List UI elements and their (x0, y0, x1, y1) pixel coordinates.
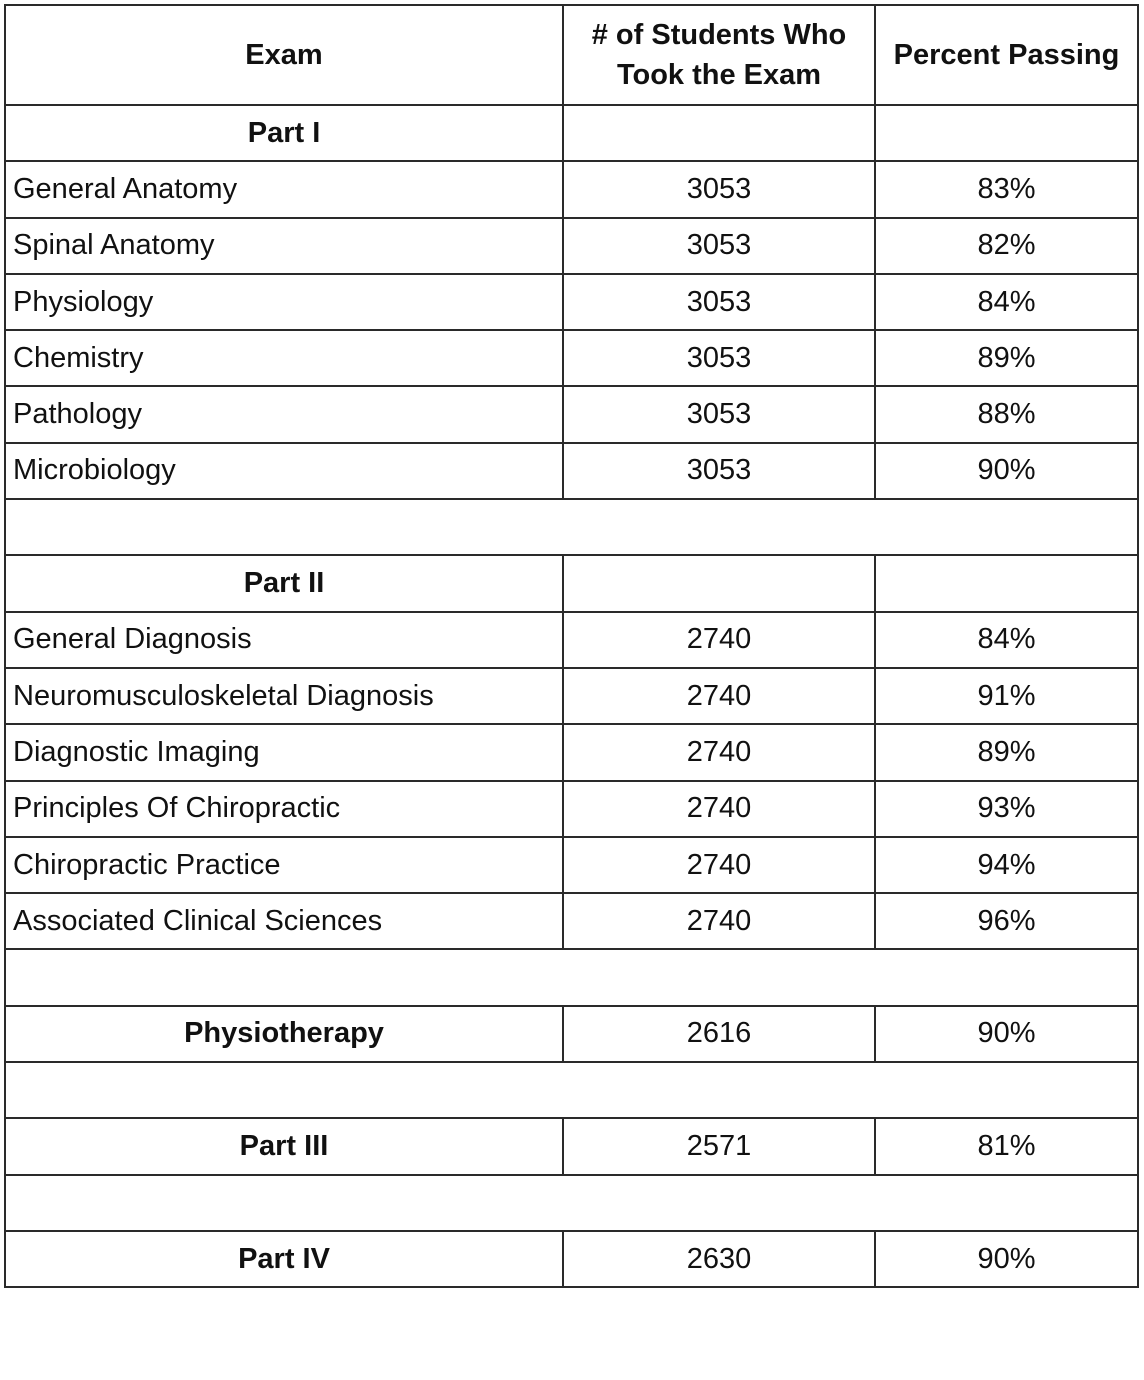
spacer-row (5, 1062, 1138, 1118)
table-row (5, 893, 1138, 949)
table-row (5, 443, 1138, 499)
percent-cell (875, 105, 1138, 161)
header-students-line1: # of Students Who (591, 19, 847, 51)
table-body (5, 105, 1138, 1287)
percent-cell: 93% (875, 781, 1138, 837)
spacer-row (5, 499, 1138, 555)
students-cell: 3053 (563, 443, 875, 499)
spacer-cell (5, 499, 1138, 555)
students-cell: 2740 (563, 612, 875, 668)
spacer-cell (5, 1062, 1138, 1118)
section-row (5, 105, 1138, 161)
students-cell: 3053 (563, 330, 875, 386)
exam-cell: Principles Of Chiropractic (5, 781, 563, 837)
section-row (5, 1118, 1138, 1174)
header-exam: Exam (5, 5, 563, 105)
students-cell: 2740 (563, 668, 875, 724)
spacer-row (5, 1175, 1138, 1231)
exam-cell: Part I (5, 105, 563, 161)
table-row (5, 612, 1138, 668)
students-cell: 3053 (563, 274, 875, 330)
exam-cell: Part IV (5, 1231, 563, 1287)
exam-cell: Spinal Anatomy (5, 218, 563, 274)
students-cell: 2740 (563, 893, 875, 949)
exam-cell: General Diagnosis (5, 612, 563, 668)
table-row (5, 837, 1138, 893)
section-row (5, 1006, 1138, 1062)
spacer-row (5, 949, 1138, 1005)
percent-cell: 81% (875, 1118, 1138, 1174)
table-row (5, 218, 1138, 274)
table-row (5, 386, 1138, 442)
exam-cell: Physiotherapy (5, 1006, 563, 1062)
percent-cell: 83% (875, 161, 1138, 217)
header-students-line2: Took the Exam (616, 59, 822, 91)
percent-cell: 90% (875, 1231, 1138, 1287)
percent-cell: 88% (875, 386, 1138, 442)
table-row (5, 330, 1138, 386)
students-cell: 3053 (563, 218, 875, 274)
header-row (5, 5, 1138, 105)
students-cell: 2740 (563, 781, 875, 837)
table-row (5, 274, 1138, 330)
exam-cell: General Anatomy (5, 161, 563, 217)
percent-cell: 90% (875, 1006, 1138, 1062)
exam-cell: Diagnostic Imaging (5, 724, 563, 780)
students-cell (563, 555, 875, 611)
table-row (5, 781, 1138, 837)
section-row (5, 555, 1138, 611)
percent-cell: 84% (875, 274, 1138, 330)
exam-cell: Part III (5, 1118, 563, 1174)
students-cell: 3053 (563, 386, 875, 442)
percent-cell: 96% (875, 893, 1138, 949)
exam-cell: Part II (5, 555, 563, 611)
header-percent: Percent Passing (875, 5, 1138, 105)
exam-cell: Chemistry (5, 330, 563, 386)
students-cell: 3053 (563, 161, 875, 217)
percent-cell: 82% (875, 218, 1138, 274)
table-row (5, 668, 1138, 724)
exam-cell: Microbiology (5, 443, 563, 499)
students-cell: 2740 (563, 837, 875, 893)
table-row (5, 161, 1138, 217)
spacer-cell (5, 949, 1138, 1005)
percent-cell: 90% (875, 443, 1138, 499)
exam-cell: Pathology (5, 386, 563, 442)
students-cell: 2616 (563, 1006, 875, 1062)
spacer-cell (5, 1175, 1138, 1231)
table-row (5, 724, 1138, 780)
exam-cell: Physiology (5, 274, 563, 330)
students-cell: 2740 (563, 724, 875, 780)
students-cell: 2630 (563, 1231, 875, 1287)
section-row (5, 1231, 1138, 1287)
exam-cell: Chiropractic Practice (5, 837, 563, 893)
students-cell: 2571 (563, 1118, 875, 1174)
students-cell (563, 105, 875, 161)
percent-cell: 91% (875, 668, 1138, 724)
percent-cell: 89% (875, 330, 1138, 386)
percent-cell: 84% (875, 612, 1138, 668)
exam-results-table (4, 4, 1139, 1288)
percent-cell (875, 555, 1138, 611)
percent-cell: 89% (875, 724, 1138, 780)
exam-cell: Neuromusculoskeletal Diagnosis (5, 668, 563, 724)
exam-cell: Associated Clinical Sciences (5, 893, 563, 949)
header-students (563, 5, 875, 105)
percent-cell: 94% (875, 837, 1138, 893)
